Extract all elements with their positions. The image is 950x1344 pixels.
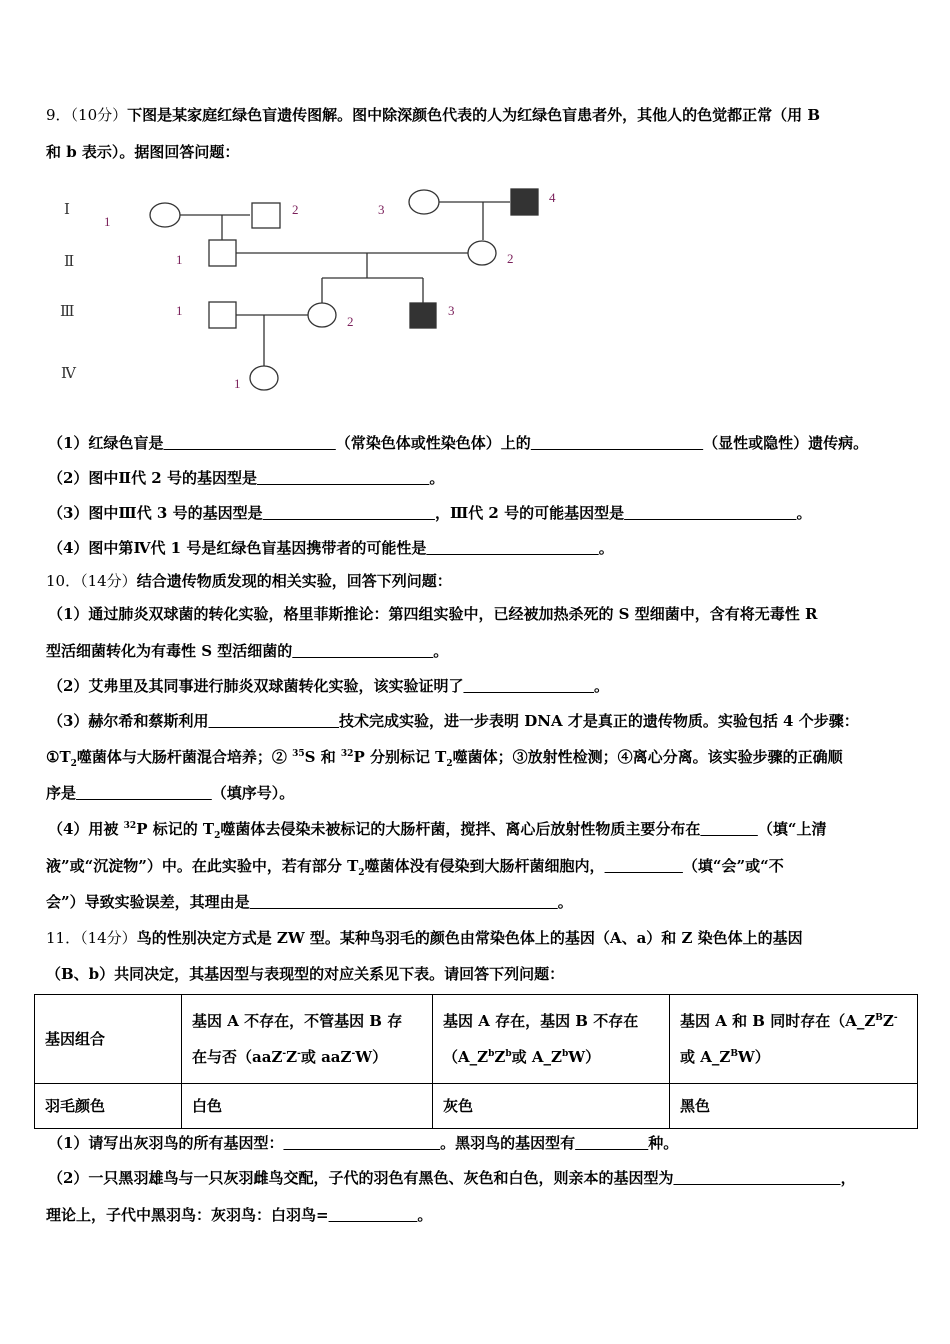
q9-sub1-text-b: （常染色体或性染色体）上的 (335, 434, 531, 452)
t-h2-b: b (488, 1049, 495, 1059)
q9-number: 9． (46, 106, 71, 124)
q9-sub2-text-b: 。 (429, 469, 445, 487)
answer-blank[interactable] (531, 434, 703, 452)
t-h2-d: b (505, 1049, 512, 1059)
I2-label: 2 (292, 202, 299, 217)
t-h2-f: b (561, 1049, 569, 1059)
III2-female-normal (308, 303, 336, 327)
answer-blank[interactable] (329, 1206, 418, 1224)
t-h3-f: B (730, 1049, 738, 1059)
q10-s4-a2: 32 (123, 821, 137, 831)
q9-sub2 (48, 467, 444, 488)
q10-s4-a3: P 标记的 T (136, 820, 215, 838)
table-cell-text: 羽毛颜色 (45, 1097, 106, 1115)
q10-s4-b4: （填“会”或“不 (682, 857, 784, 875)
table-row (35, 995, 918, 1084)
answer-blank[interactable] (76, 784, 212, 802)
t-h1-c: Z (286, 1048, 298, 1066)
q9-sub3-text-a: （3）图中Ⅲ代 3 号的基因型是 (48, 504, 263, 522)
q9-sub3-text-b: ，Ⅲ代 2 号的可能基因型是 (434, 504, 625, 522)
I3-female-normal (409, 190, 439, 214)
q10-s4-a5: 噬菌体去侵染未被标记的大肠杆菌，搅拌、离心后放射性物质主要分布在 (220, 820, 701, 838)
q10-s4-a1: （4）用被 (48, 820, 124, 838)
t-h3-b: B (875, 1013, 883, 1023)
gen-III-label: Ⅲ (60, 304, 75, 320)
answer-blank[interactable] (163, 434, 335, 452)
q10-sub3-text-b: 技术完成实验，进一步表明 DNA 才是真正的遗传物质。实验包括 4 个步骤： (339, 712, 859, 730)
II2-label: 2 (507, 251, 514, 266)
IV1-label: 1 (234, 376, 241, 391)
q9-intro-line1 (46, 104, 820, 125)
II1-male-normal (209, 240, 236, 266)
table-row (35, 1084, 918, 1129)
q10-s3-d: 序是 (46, 784, 77, 802)
q10-sub4-line2 (46, 855, 784, 876)
table-header-cell (433, 995, 670, 1084)
IV1-female-normal (250, 366, 278, 390)
t-h2-c: Z (494, 1048, 506, 1066)
t-h3-c: Z (882, 1012, 894, 1030)
q10-s3-c4: 35 (292, 749, 305, 759)
table-cell (182, 1084, 433, 1129)
q10-sub4-line1 (48, 818, 826, 839)
q10-sub2 (48, 675, 609, 696)
t-h2-a: （A_Z (443, 1048, 489, 1066)
q9-sub1 (48, 432, 868, 453)
t-h1-f: - (351, 1049, 356, 1059)
q11-sub1-text-a: （1）请写出灰羽鸟的所有基因型： (48, 1134, 284, 1152)
III1-male-normal (209, 302, 236, 328)
gen-I-label: Ⅰ (64, 202, 70, 218)
t-h3-a: 基因 A 和 B 同时存在（A_Z (680, 1012, 876, 1030)
table-cell (433, 1084, 670, 1129)
q10-intro-text: 结合遗传物质发现的相关实验，回答下列问题： (136, 572, 452, 590)
q10-s3-c6: 32 (340, 749, 354, 759)
q10-s4-b2: 2 (358, 868, 365, 878)
answer-blank[interactable] (463, 677, 594, 695)
t-h3-e: 或 A_Z (680, 1048, 731, 1066)
table-cell-text: 黑色 (680, 1097, 711, 1115)
t-h2-e: 或 A_Z (511, 1048, 562, 1066)
q10-intro (46, 570, 452, 591)
q11-sub1-text-b: 。黑羽鸟的基因型有 (440, 1134, 576, 1152)
answer-blank[interactable] (283, 1134, 440, 1152)
q10-s3-c2: 2 (70, 759, 77, 769)
table-cell-text: 基因 A 存在，基因 B 不存在 (443, 1012, 639, 1030)
q9-score: （10分） (70, 106, 128, 124)
table-cell-text: 白色 (192, 1097, 223, 1115)
q10-sub1-text-c: 。 (433, 642, 449, 660)
t-h3-d: - (893, 1013, 898, 1023)
q10-s3-c7: P 分别标记 T (353, 748, 447, 766)
table-cell-text (680, 1039, 907, 1075)
q9-sub4-text-b: 。 (598, 539, 614, 557)
q10-s3-c9: 噬菌体；③放射性检测；④离心分离。该实验步骤的正确顺 (452, 748, 843, 766)
q10-number: 10． (46, 572, 81, 590)
III1-label: 1 (176, 303, 183, 318)
q9-sub2-text-a: （2）图中Ⅱ代 2 号的基因型是 (48, 469, 257, 487)
answer-blank[interactable] (575, 1134, 648, 1152)
q10-sub1-text-b: 型活细菌转化为有毒性 S 型活细菌的 (46, 642, 293, 660)
q11-sub1-text-c: 种。 (648, 1134, 679, 1152)
answer-blank[interactable] (257, 469, 429, 487)
q10-sub1-line1: （1）通过肺炎双球菌的转化实验，格里菲斯推论：第四组实验中，已经被加热杀死的 S 型细菌中，含有将无毒性 R (48, 605, 818, 623)
answer-blank[interactable] (700, 820, 757, 838)
table-cell (35, 1084, 182, 1129)
q10-s3-c8: 2 (446, 759, 453, 769)
q11-sub2-text-a: （2）一只黑羽雄鸟与一只灰羽雌鸟交配，子代的羽色有黑色、灰色和白色，则亲本的基因型为 (48, 1169, 674, 1187)
q10-sub3-line1 (48, 710, 859, 731)
gen-IV-label: Ⅳ (61, 366, 76, 382)
q10-s3-c3: 噬菌体与大肠杆菌混合培养；② (76, 748, 293, 766)
answer-blank[interactable] (624, 504, 796, 522)
q10-sub2-text-b: 。 (594, 677, 610, 695)
I4-male-affected (511, 189, 538, 215)
q9-sub1-text-a: （1）红绿色盲是 (48, 434, 164, 452)
t-h1-d: - (297, 1049, 301, 1059)
answer-blank[interactable] (292, 642, 433, 660)
table-header-cell (670, 995, 918, 1084)
q10-s4-c2: 。 (557, 893, 573, 911)
pedigree-chart (50, 178, 580, 398)
I4-label: 4 (549, 190, 556, 205)
genotype-table (34, 994, 918, 1129)
q10-sub1-line2 (46, 640, 448, 661)
q11-intro-text: 鸟的性别决定方式是 ZW 型。某种鸟羽毛的颜色由常染色体上的基因（A、a）和 Z 染色体上的基因 (136, 929, 803, 947)
table-cell-text (192, 1039, 422, 1075)
t-h1-g: W） (355, 1048, 388, 1066)
q10-s4-b3: 噬菌体没有侵染到大肠杆菌细胞内， (364, 857, 605, 875)
table-cell-text: 基因 A 不存在，不管基因 B 存 (192, 1012, 403, 1030)
answer-blank[interactable] (263, 504, 435, 522)
t-h1-e: 或 aaZ (300, 1048, 352, 1066)
q11-sub2-text-c: 理论上，子代中黑羽鸟：灰羽鸟：白羽鸟= (46, 1206, 329, 1224)
III3-label: 3 (448, 303, 455, 318)
q9-sub4-text-a: （4）图中第Ⅳ代 1 号是红绿色盲基因携带者的可能性是 (48, 539, 427, 557)
q10-sub3-text-a: （3）赫尔希和蔡斯利用 (48, 712, 209, 730)
q11-sub2-text-d: 。 (417, 1206, 433, 1224)
q9-sub4 (48, 537, 614, 558)
q10-sub3-line2 (46, 746, 843, 767)
q11-score: （14分） (80, 929, 137, 947)
q10-s4-b1: 液”或“沉淀物”）中。在此实验中，若有部分 T (46, 857, 359, 875)
answer-blank[interactable] (426, 539, 598, 557)
table-header-cell (35, 995, 182, 1084)
table-cell-text (443, 1039, 659, 1075)
q10-sub4-line3 (46, 891, 573, 912)
I1-label: 1 (104, 214, 111, 229)
q10-sub2-text-a: （2）艾弗里及其同事进行肺炎双球菌转化实验，该实验证明了 (48, 677, 464, 695)
q11-sub2-text-b: ， (840, 1169, 856, 1187)
table-cell-text (680, 1003, 907, 1039)
II2-female-normal (468, 241, 496, 265)
t-h2-g: W） (568, 1048, 601, 1066)
q10-s4-a6: （填“上清 (757, 820, 827, 838)
table-cell-text: 灰色 (443, 1097, 474, 1115)
q10-s4-c1: 会”）导致实验误差，其理由是 (46, 893, 250, 911)
q10-sub3-line3 (46, 782, 294, 803)
q9-intro-text: 下图是某家庭红绿色盲遗传图解。图中除深颜色代表的人为红绿色盲患者外，其他人的色觉都正常（用 B (127, 106, 821, 124)
q11-sub2-line1 (48, 1167, 856, 1188)
table-cell-text: 基因组合 (45, 1030, 106, 1048)
t-h3-g: W） (737, 1048, 770, 1066)
q10-s4-a4: 2 (214, 831, 221, 841)
answer-blank[interactable] (208, 712, 339, 730)
I1-female-normal (150, 203, 180, 227)
q9-sub3-text-c: 。 (796, 504, 812, 522)
answer-blank[interactable] (673, 1169, 840, 1187)
t-h1-b: - (282, 1049, 287, 1059)
q9-sub3 (48, 502, 811, 523)
III2-label: 2 (347, 314, 354, 329)
III3-male-affected (410, 303, 436, 328)
q11-intro-line2: （B、b）共同决定，其基因型与表现型的对应关系见下表。请回答下列问题： (46, 965, 565, 983)
q11-number: 11． (46, 929, 81, 947)
t-h1-a: 在与否（aaZ (192, 1048, 283, 1066)
q10-s3-c5: S 和 (304, 748, 341, 766)
II1-label: 1 (176, 252, 183, 267)
answer-blank[interactable] (605, 857, 683, 875)
q10-score: （14分） (80, 572, 137, 590)
q10-s3-e: （填序号）。 (211, 784, 295, 802)
answer-blank[interactable] (250, 893, 558, 911)
table-header-cell (182, 995, 433, 1084)
q11-sub1 (48, 1132, 678, 1153)
I2-male-normal (252, 203, 280, 228)
q9-intro-line2: 和 b 表示）。据图回答问题： (46, 143, 240, 161)
q9-sub1-text-c: （显性或隐性）遗传病。 (703, 434, 869, 452)
gen-II-label: Ⅱ (64, 254, 75, 270)
q11-sub2-line2 (46, 1204, 432, 1225)
table-cell (670, 1084, 918, 1129)
q11-intro-line1 (46, 927, 803, 948)
I3-label: 3 (378, 202, 385, 217)
q10-s3-c1: ①T (46, 748, 71, 766)
